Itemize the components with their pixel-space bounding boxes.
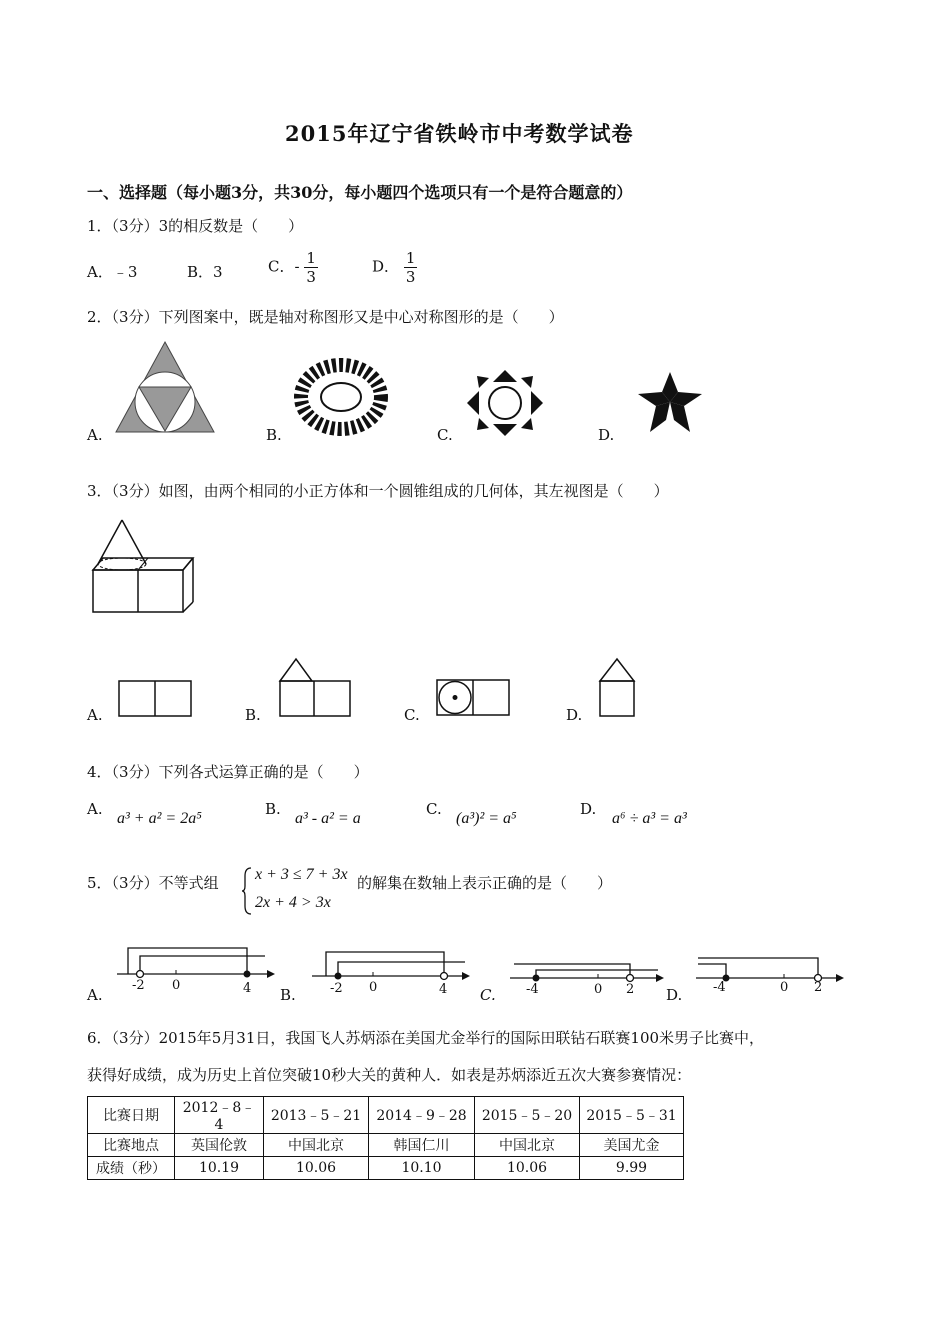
fraction-d-denominator: 3 xyxy=(405,268,416,286)
table-cell: 2012﹣8﹣4 xyxy=(175,1097,264,1134)
table-cell: 美国尤金 xyxy=(580,1134,684,1157)
cube-cone-solid-figure xyxy=(90,518,194,614)
question-2-stem: 2．（3分）下列图案中，既是轴对称图形又是中心对称图形的是（ ） xyxy=(87,308,564,326)
question-2-option-d: D. xyxy=(598,426,615,444)
question-3-option-c: C. xyxy=(404,706,420,724)
table-cell: 10.19 xyxy=(175,1157,264,1180)
question-2-option-b: B. xyxy=(266,426,282,444)
triangle-circle-figure xyxy=(115,340,215,434)
table-cell: 2014﹣9﹣28 xyxy=(369,1097,475,1134)
table-cell: 英国伦敦 xyxy=(175,1134,264,1157)
table-cell: 9.99 xyxy=(580,1157,684,1180)
number-line-c-tick-3: 2 xyxy=(626,982,635,997)
table-cell: 中国北京 xyxy=(264,1134,369,1157)
question-5-option-d: D. xyxy=(666,986,683,1004)
question-1-option-d xyxy=(372,249,417,286)
number-line-c-tick-2: 0 xyxy=(594,982,603,997)
number-line-a-tick-3: 4 xyxy=(243,981,252,996)
option-d-label: D． xyxy=(372,257,400,276)
question-4-expr-a: a³ + a² = 2a⁵ xyxy=(117,810,202,827)
fraction-c-numerator: 1 xyxy=(306,249,316,267)
inequality-1: x + 3 ≤ 7 + 3x xyxy=(255,866,348,883)
question-1-option-b: B．3 xyxy=(187,263,223,281)
system-brace-icon xyxy=(241,866,253,916)
question-5-stem-prefix: 5．（3分）不等式组 xyxy=(87,874,219,892)
fraction-d xyxy=(404,249,418,286)
table-cell: 10.06 xyxy=(475,1157,580,1180)
question-4-option-c: C. xyxy=(426,800,442,818)
table-cell: 比赛地点 xyxy=(88,1134,175,1157)
star-kites-figure xyxy=(636,370,704,434)
number-line-a-tick-1: -2 xyxy=(132,978,145,993)
table-cell: 比赛日期 xyxy=(88,1097,175,1134)
table-cell: 2015﹣5﹣31 xyxy=(580,1097,684,1134)
number-line-d-tick-3: 2 xyxy=(814,980,823,995)
table-cell: 韩国仁川 xyxy=(369,1134,475,1157)
question-6-line-2: 获得好成绩，成为历史上首位突破10秒大关的黄种人．如表是苏炳添近五次大赛参赛情况： xyxy=(87,1066,692,1084)
table-row xyxy=(88,1134,684,1157)
question-5-option-b: B. xyxy=(280,986,296,1004)
view-a-figure xyxy=(118,680,194,718)
results-table xyxy=(87,1096,684,1180)
number-line-a-tick-2: 0 xyxy=(172,978,181,993)
question-5-option-a: A. xyxy=(87,986,103,1004)
question-4-option-b: B. xyxy=(265,800,281,818)
number-line-d-tick-2: 0 xyxy=(780,980,789,995)
question-5-stem-suffix: 的解集在数轴上表示正确的是（ ） xyxy=(357,874,613,892)
question-2-option-c: C. xyxy=(437,426,453,444)
spiral-ring-figure xyxy=(298,363,384,431)
fraction-d-numerator: 1 xyxy=(405,249,416,267)
number-line-b-tick-2: 0 xyxy=(369,980,378,995)
octagon-arrows-figure xyxy=(465,368,545,438)
number-line-d-tick-1: -4 xyxy=(713,980,726,995)
question-2-option-a: A. xyxy=(87,426,103,444)
option-c-label: C． xyxy=(268,257,295,276)
table-cell: 2013﹣5﹣21 xyxy=(264,1097,369,1134)
question-4-stem: 4．（3分）下列各式运算正确的是（ ） xyxy=(87,763,369,781)
question-4-expr-d: a⁶ ÷ a³ = a³ xyxy=(612,810,687,827)
table-cell: 10.10 xyxy=(369,1157,475,1180)
table-cell: 10.06 xyxy=(264,1157,369,1180)
question-1-stem: 1．（3分）3的相反数是（ ） xyxy=(87,217,304,235)
question-4-expr-b: a³ - a² = a xyxy=(295,810,361,827)
number-line-b-tick-1: -2 xyxy=(330,981,343,996)
number-line-c-tick-1: -4 xyxy=(526,982,539,997)
table-cell: 成绩（秒） xyxy=(88,1157,175,1180)
fraction-c-denominator: 3 xyxy=(306,268,316,286)
page-title: 2015年辽宁省铁岭市中考数学试卷 xyxy=(285,121,634,146)
question-4-option-d: D. xyxy=(580,800,597,818)
question-4-expr-c: (a³)² = a⁵ xyxy=(456,810,517,827)
view-c-figure xyxy=(436,678,512,718)
question-1-option-c xyxy=(268,249,318,286)
inequality-2: 2x + 4 > 3x xyxy=(255,894,331,911)
question-5-option-c: C. xyxy=(480,986,496,1004)
table-cell: 2015﹣5﹣20 xyxy=(475,1097,580,1134)
question-1-option-a: A．﹣3 xyxy=(87,263,138,281)
table-row xyxy=(88,1157,684,1180)
question-3-option-a: A. xyxy=(87,706,103,724)
question-3-option-b: B. xyxy=(245,706,261,724)
table-cell: 中国北京 xyxy=(475,1134,580,1157)
question-3-option-d: D. xyxy=(566,706,583,724)
table-row xyxy=(88,1097,684,1134)
question-6-line-1: 6．（3分）2015年5月31日，我国飞人苏炳添在美国尤金举行的国际田联钻石联赛100米男子比赛中， xyxy=(87,1029,765,1047)
section-heading: 一、选择题（每小题3分，共30分，每小题四个选项只有一个是符合题意的） xyxy=(87,183,633,202)
fraction-c xyxy=(304,249,318,286)
number-line-b-tick-3: 4 xyxy=(439,982,448,997)
question-4-option-a: A. xyxy=(87,800,103,818)
view-b-figure xyxy=(278,656,352,718)
question-3-stem: 3．（3分）如图，由两个相同的小正方体和一个圆锥组成的几何体，其左视图是（ ） xyxy=(87,482,669,500)
view-d-figure xyxy=(598,656,638,718)
option-c-sign: - xyxy=(294,257,300,276)
